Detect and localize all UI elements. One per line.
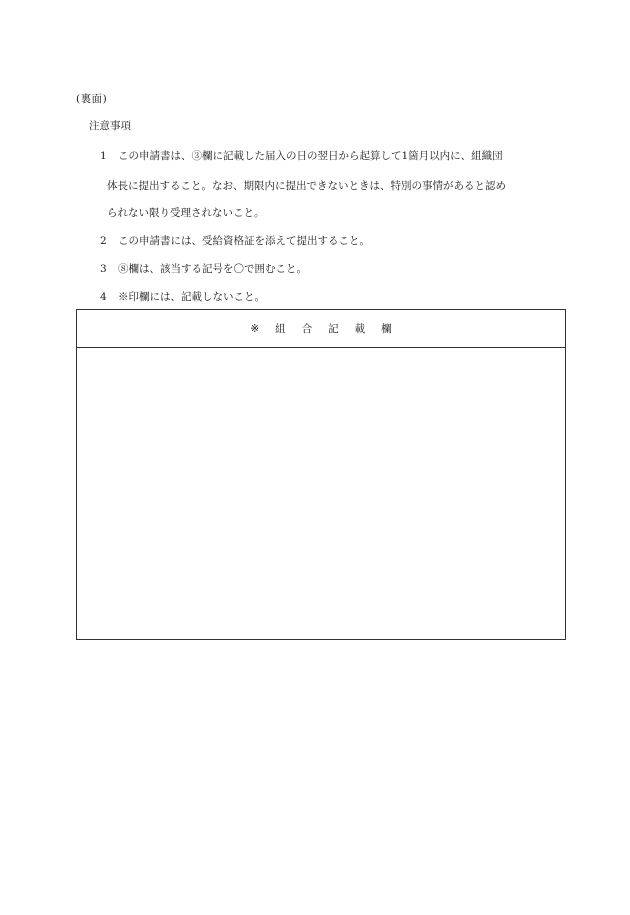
union-remarks-entry-area[interactable] (77, 348, 565, 639)
note-item-1 (100, 148, 503, 163)
page-label: (裏面) (76, 93, 108, 105)
union-remarks-box (76, 309, 566, 640)
note-text: ⑧欄は、該当する記号を〇で囲むこと。 (118, 263, 307, 275)
remarks-header-char: 合 (301, 323, 313, 335)
note-item-1-line-2: 体長に提出すること。なお、期限内に提出できないときは、特別の事情があると認め (107, 180, 506, 192)
remarks-header-char: ※ (250, 322, 260, 335)
remarks-header-char: 記 (328, 323, 339, 335)
note-number: 1 (100, 150, 107, 162)
notes-heading: 注意事項 (89, 120, 131, 132)
note-number: 2 (100, 235, 107, 247)
remarks-header-char: 載 (354, 323, 366, 335)
note-text: この申請書には、受給資格証を添えて提出すること。 (118, 235, 370, 247)
note-item-3 (100, 261, 307, 276)
note-item-4 (100, 289, 265, 304)
remarks-header-char: 欄 (381, 323, 392, 335)
note-item-2 (100, 233, 370, 248)
note-item-1-line-3: られない限り受理されないこと。 (107, 207, 265, 219)
union-remarks-header (77, 310, 565, 348)
note-text: この申請書は、③欄に記載した届入の日の翌日から起算して1箇月以内に、組織団 (118, 150, 503, 162)
note-number: 4 (100, 291, 107, 303)
note-text: ※印欄には、記載しないこと。 (118, 291, 265, 303)
note-number: 3 (100, 263, 107, 275)
remarks-header-char: 組 (275, 323, 286, 335)
